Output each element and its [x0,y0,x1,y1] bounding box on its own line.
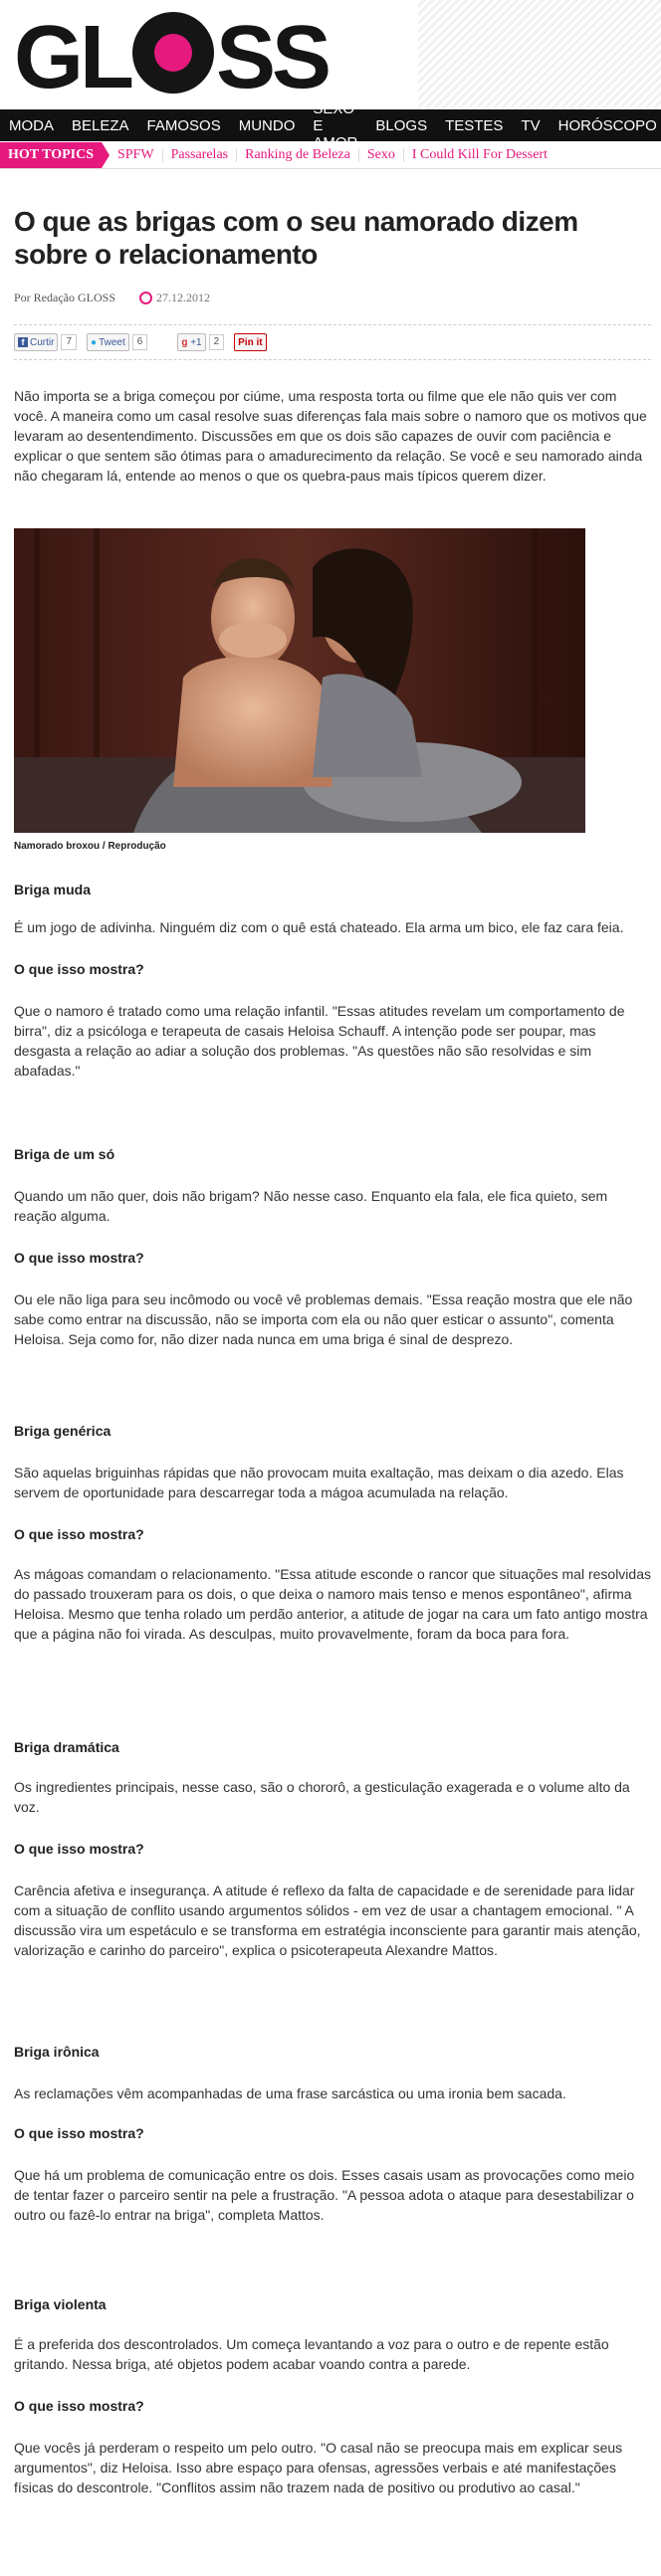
hot-topic-link[interactable]: I Could Kill For Dessert [411,147,548,162]
section-heading: Briga irônica [14,2044,100,2060]
section-text: Quando um não quer, dois não brigam? Não nesse caso. Enquanto ela fala, ele fica quieto, sem reação alguma. [14,1188,608,1224]
hot-topic-link[interactable]: SPFW [110,148,163,162]
tweet-count: 6 [132,334,148,350]
twitter-bird-icon: ● [91,336,98,348]
section-answer: Que o namoro é tratado como uma relação infantil. "Essas atitudes revelam um comportamento de birra", diz a psicóloga e terapeuta de casais Heloisa Schauff. A intenção pode ser poupar, mas desgasta a relação ao adiar a solução dos problemas. "As questões não são resolvidas e sim abafadas." [14,1003,625,1079]
hot-topics-label: HOT TOPICS [0,142,102,168]
site-header [0,0,661,107]
hot-topic-link[interactable]: Passarelas [163,148,238,162]
hot-topics-arrow-icon [102,142,110,168]
main-nav [0,99,661,151]
article-photo [14,528,585,833]
nav-item-moda[interactable]: MODA [9,116,54,134]
section-answer: Que há um problema de comunicação entre os dois. Esses casais usam as provocações como meio de tentar fazer o parceiro sentir na pele a frustração. "A pessoa adota o ataque para desestabilizar o outro ou fazê-lo entrar na briga", completa Mattos. [14,2167,635,2223]
section-heading: Briga de um só [14,1146,115,1162]
facebook-icon: f [18,337,28,347]
nav-item-beleza[interactable]: BELEZA [72,116,129,134]
share-bar [14,324,651,360]
section-text: É a preferida dos descontrolados. Um começa levantando a voz para o outro e de repente estão gritando. Nessa briga, até objetos podem acabar voando contra a parede. [14,2336,609,2372]
gloss-logo[interactable]: GL SS [14,8,329,107]
what-shows-heading: O que isso mostra? [14,1250,144,1266]
section-heading: Briga genérica [14,1423,111,1439]
nav-item-mundo[interactable]: MUNDO [238,116,296,134]
article-author: Por Redação GLOSS [14,291,115,304]
hot-topic-link[interactable]: Ranking de Beleza [237,148,359,162]
what-shows-heading: O que isso mostra? [14,2398,144,2414]
section-heading: Briga muda [14,882,92,897]
article-title: O que as brigas com o seu namorado dizem sobre o relacionamento [14,206,578,270]
section-answer: Que vocês já perderam o respeito um pelo outro. "O casal não se preocupa mais em explicar seus argumentos", diz Heloisa. Isso abre espaço para ofensas, agressões verbais e até manifestações físicas do descontrole. "Conflitos assim não trazem nada de positivo ou produtivo ao casal." [14,2440,623,2495]
section-answer: As mágoas comandam o relacionamento. "Essa atitude esconde o rancor que situações mal resolvidas do passado trouxeram para os dois, o que deixa o namoro mais tenso e menos espontâneo", afirma Heloisa. Mesmo que tenha rolado um perdão anterior, a atitude de jogar na cara um fato antigo mostra que a página não foi virada. As desculpas, muito provavelmente, foram da boca para fora. [14,1566,651,1642]
logo-o-icon [132,12,214,94]
what-shows-heading: O que isso mostra? [14,1841,144,1857]
google-plus-button[interactable]: g +1 [177,333,205,351]
photo-caption: Namorado broxou / Reprodução [14,841,166,852]
tweet-button[interactable]: ● Tweet [87,333,129,351]
hot-topic-link[interactable]: Sexo [359,148,404,162]
section-text: Os ingredientes principais, nesse caso, são o chororô, a gesticulação exagerada e o volume alto da voz. [14,1779,630,1815]
what-shows-heading: O que isso mostra? [14,961,144,977]
section-answer: Ou ele não liga para seu incômodo ou você vê problemas demais. "Essa reação mostra que ele não sabe como entrar na discussão, não se importa com ela ou não quer esticar o assunto", comenta Heloisa. Seja como for, não dizer nada nunca em uma briga é sinal de desprezo. [14,1291,633,1347]
section-text: É um jogo de adivinha. Ninguém diz com o quê está chateado. Ela arma um bico, ele faz cara feia. [14,919,624,935]
google-plus-icon: g [181,336,188,348]
nav-item-sexo-e-amor[interactable]: SEXO E AMOR [313,99,358,151]
nav-item-horoscopo[interactable]: HORÓSCOPO [557,116,657,134]
nav-item-testes[interactable]: TESTES [445,116,504,134]
pin-it-button[interactable]: Pin it [234,333,266,351]
facebook-like-button[interactable]: f Curtir [14,333,58,351]
section-heading: Briga dramática [14,1739,119,1755]
section-text: São aquelas briguinhas rápidas que não provocam muita exaltação, mas deixam o dia azedo. Elas servem de oportunidade para descarregar toda a mágoa acumulada na relação. [14,1465,624,1500]
google-plus-count: 2 [209,334,225,350]
nav-item-famosos[interactable]: FAMOSOS [146,116,221,134]
nav-item-blogs[interactable]: BLOGS [375,116,428,134]
nav-item-tv[interactable]: TV [521,116,541,134]
what-shows-heading: O que isso mostra? [14,1526,144,1542]
article-meta [14,291,210,305]
section-answer: Carência afetiva e insegurança. A atitude é reflexo da falta de capacidade e de serenidade para lidar com a situação de conflito usando argumentos sólidos - em vez de usar a chantagem emocional. " A discussão vira um espetáculo e se transforma em estratégia inconsciente para garantir mais atenção, valorização e carinho do parceiro", explica o psicoterapeuta Alexandre Mattos. [14,1882,641,1958]
clock-icon [139,292,152,304]
facebook-like-count: 7 [61,334,77,350]
article-date: 27.12.2012 [156,291,210,304]
section-text: As reclamações vêm acompanhadas de uma frase sarcástica ou uma ironia bem sacada. [14,2085,566,2101]
hot-topics-bar [0,142,661,169]
what-shows-heading: O que isso mostra? [14,2125,144,2141]
article-intro: Não importa se a briga começou por ciúme, uma resposta torta ou filme que ele não quis ver com você. A maneira como um casal resolve suas diferenças fala mais sobre o namoro que os motivos que levaram ao desentendimento. Discussões em que os dois são capazes de ouvir com paciência e explicar o que sentem são ótimas para o amadurecimento da relação. Se você e seu namorado ainda não chegaram lá, entende ao menos o que os quebra-paus mais típicos querem dizer. [14,388,647,484]
section-heading: Briga violenta [14,2296,107,2312]
